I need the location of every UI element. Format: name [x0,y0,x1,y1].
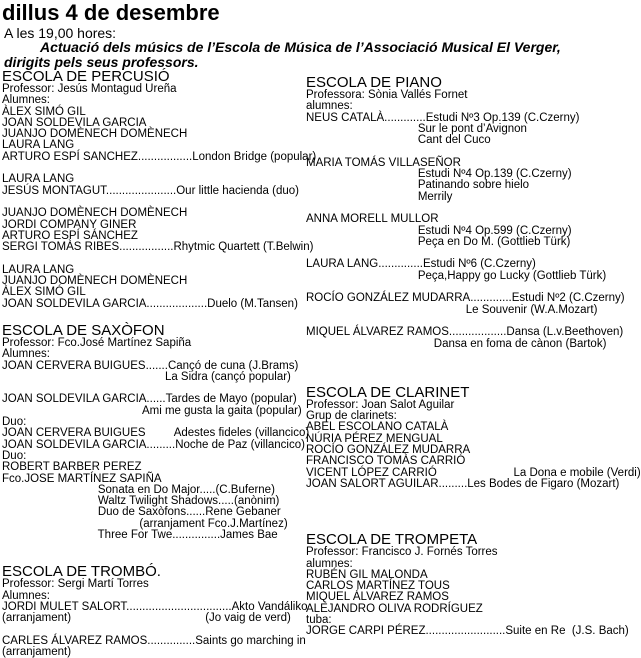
text-line: Peça en Do M. (Gottlieb Türk) [306,235,571,248]
text-line: (arranjament) [2,646,72,658]
text-line: Grup de clarinets: [306,410,397,423]
text-line: Sur le pont d’Avignon [306,122,527,135]
text-line: JUANJO DOMÈNECH DOMÈNECH [2,207,188,220]
text-line: ABEL ESCOLANO CATALÀ [306,421,449,434]
text-line: JORGE CARPI PÉREZ.........................Suite en Re (J.S. Bach) [306,625,629,638]
text-line: alumnes: [306,557,353,570]
text-line: LAURA LANG..............Estudi Nº6 (C.Czerny) [306,258,536,271]
text-line: RUBÉN GIL MALONDA [306,568,428,581]
section-title: ESCOLA DE CLARINET [306,383,470,401]
text-line: JOAN SOLDEVILA GARCIA...................Duelo (M.Tansen) [2,297,298,310]
text-line: LAURA LANG [2,263,75,276]
text-line: Professor: Francisco J. Fornés Torres [306,546,498,559]
text-line: Waltz Twilight Shadows.....(anònim) [2,495,280,508]
text-line: Duo: [2,416,27,429]
text-line: MIQUEL ÁLVAREZ RAMOS..................Dansa (L.v.Beethoven) [306,326,624,339]
text-line: MARIA TOMÁS VILLASEÑOR [306,156,461,169]
text-line: SERGI TOMÀS RIBES.................Rhytmic Quartett (T.Belwin) [2,241,314,254]
text-line: Sonata en Do Major.....(C.Buferne) [2,483,275,496]
text-line: ROCÍO GONZÁLEZ MUDARRA [306,444,471,457]
text-line: La Sidra (cançó popular) [2,370,291,383]
text-line: Professor: Jesús Montagud Ureña [2,83,177,95]
text-line: JOAN SALORT AGUILAR.........Les Bodes de Figaro (Mozart) [306,477,620,490]
section-piano [306,74,625,350]
section-clarinet [306,383,641,490]
text-line: JOAN SOLDEVILA GARCIA......Tardes de Mayo (popular) [2,393,297,406]
text-line: (arranjament) (Jo vaig de verd) [2,612,291,625]
section-title: ESCOLA DE TROMPETA [306,531,478,549]
text-line: Peça,Happy go Lucky (Gottlieb Türk) [306,269,607,282]
text-line: CARLOS MARTÍNEZ TOUS [306,580,450,593]
text-line: ARTURO ESPÍ SÁNCHEZ [2,229,138,242]
text-line: Estudi Nº4 Op.599 (C.Czerny) [306,224,572,237]
text-line: Patinando sobre hielo [306,179,530,192]
text-line: Alumnes: [2,589,50,602]
text-line: Estudi Nº4 Op.139 (C.Czerny) [306,168,572,181]
text-line: JORDI MULET SALORT.................................Akto Vandáliko [2,600,308,613]
text-line: VICENT LÓPEZ CARRIÓ La Dona e mobile (Verdi) [306,466,641,479]
text-line: NÚRIA PÉREZ MENGUAL [306,432,443,445]
section-title: ESCOLA DE PIANO [306,74,442,91]
text-line: Professor: Joan Salot Aguilar [306,398,455,411]
text-line: ÀLEX SIMÓ GIL [2,286,86,299]
text-line: ALEJANDRO OLIVA RODRÍGUEZ [306,602,483,615]
text-line: JUANJO DOMÈNECH DOMÈNECH [2,275,188,288]
text-line: ROBERT BARBER PEREZ [2,461,142,474]
text-line: NEUS CATALÀ.............Estudi Nº3 Op.139 (C.Czerny) [306,111,580,124]
text-line: Duo: [2,449,27,462]
text-line: FRANCISCO TOMÀS CARRIÓ [306,455,466,468]
text-line: MIQUEL ÁLVAREZ RAMOS [306,591,449,604]
section-trombo [2,563,308,658]
text-line: JORDI COMPANY GINER [2,218,137,231]
text-line: JESÚS MONTAGUT......................Our little hacienda (duo) [2,184,299,197]
text-line: (arranjament Fco.J.Martínez) [2,517,288,530]
section-title: ESCOLA DE SAXÒFON [2,321,165,339]
section-percussio [2,68,317,310]
section-title: ESCOLA DE PERCUSIÓ [2,68,170,85]
text-line: Merrily [306,190,453,203]
text-line: JUANJO DOMÈNECH DOMÈNECH [2,128,188,141]
text-line: ANNA MORELL MULLOR [306,213,439,226]
text-line: JOAN SOLDEVILA GARCIA [2,116,147,129]
intro-text: Actuació dels músics de l’Escola de Música de l’Associació Musical El Verger, dirigits pels seus professors. [4,39,561,70]
text-line: tuba: [306,613,332,626]
time-line: A les 19,00 hores: [4,25,117,41]
text-line: JOAN SOLDEVILA GARCIA.........Noche de Paz (villancico) [2,438,305,451]
text-line: ÀLEX SIMÓ GIL [2,105,86,118]
right-column [306,74,641,638]
text-line: Alumnes: [2,94,50,107]
section-trompeta [306,531,629,638]
text-line: Duo de Saxòfons......Rene Gebaner [2,506,281,519]
text-line: JOAN CERVERA BUIGUES.......Cançó de cuna (J.Brams) [2,359,299,372]
text-line: Dansa en foma de cànon (Bartok) [306,337,607,350]
text-line: Le Souvenir (W.A.Mozart) [306,303,598,316]
text-line: LAURA LANG [2,173,75,186]
text-line: Alumnes: [2,348,50,361]
section-title: ESCOLA DE TROMBÓ. [2,563,161,581]
text-line: JOAN CERVERA BUIGUES Adestes fideles (villancico) [2,427,310,440]
text-line: ROCÍO GONZÁLEZ MUDARRA.............Estudi Nº2 (C.Czerny) [306,292,625,305]
text-line: Professora: Sònia Vallés Fornet [306,89,468,101]
text-line: Fco.JOSE MARTÍNEZ SAPIÑA [2,472,162,485]
text-line: Professor: Fco.José Martínez Sapiña [2,336,192,349]
text-line: Professor: Sergi Martí Torres [2,578,149,591]
text-line: ARTURO ESPÍ SANCHEZ.................London Bridge (popular) [2,150,317,163]
text-line: Three For Twe...............James Bae [2,528,278,541]
intro-paragraph [4,40,596,70]
text-line: Ami me gusta la gaita (popular) [2,404,302,417]
text-line: LAURA LANG [2,139,75,152]
page-heading: dillus 4 de desembre [2,0,220,25]
text-line: Cant del Cuco [306,134,491,147]
text-line: CARLES ÁLVAREZ RAMOS...............Saints go marching in [2,634,306,647]
text-line: alumnes: [306,100,353,113]
left-column [2,68,317,658]
section-saxofon [2,321,310,541]
